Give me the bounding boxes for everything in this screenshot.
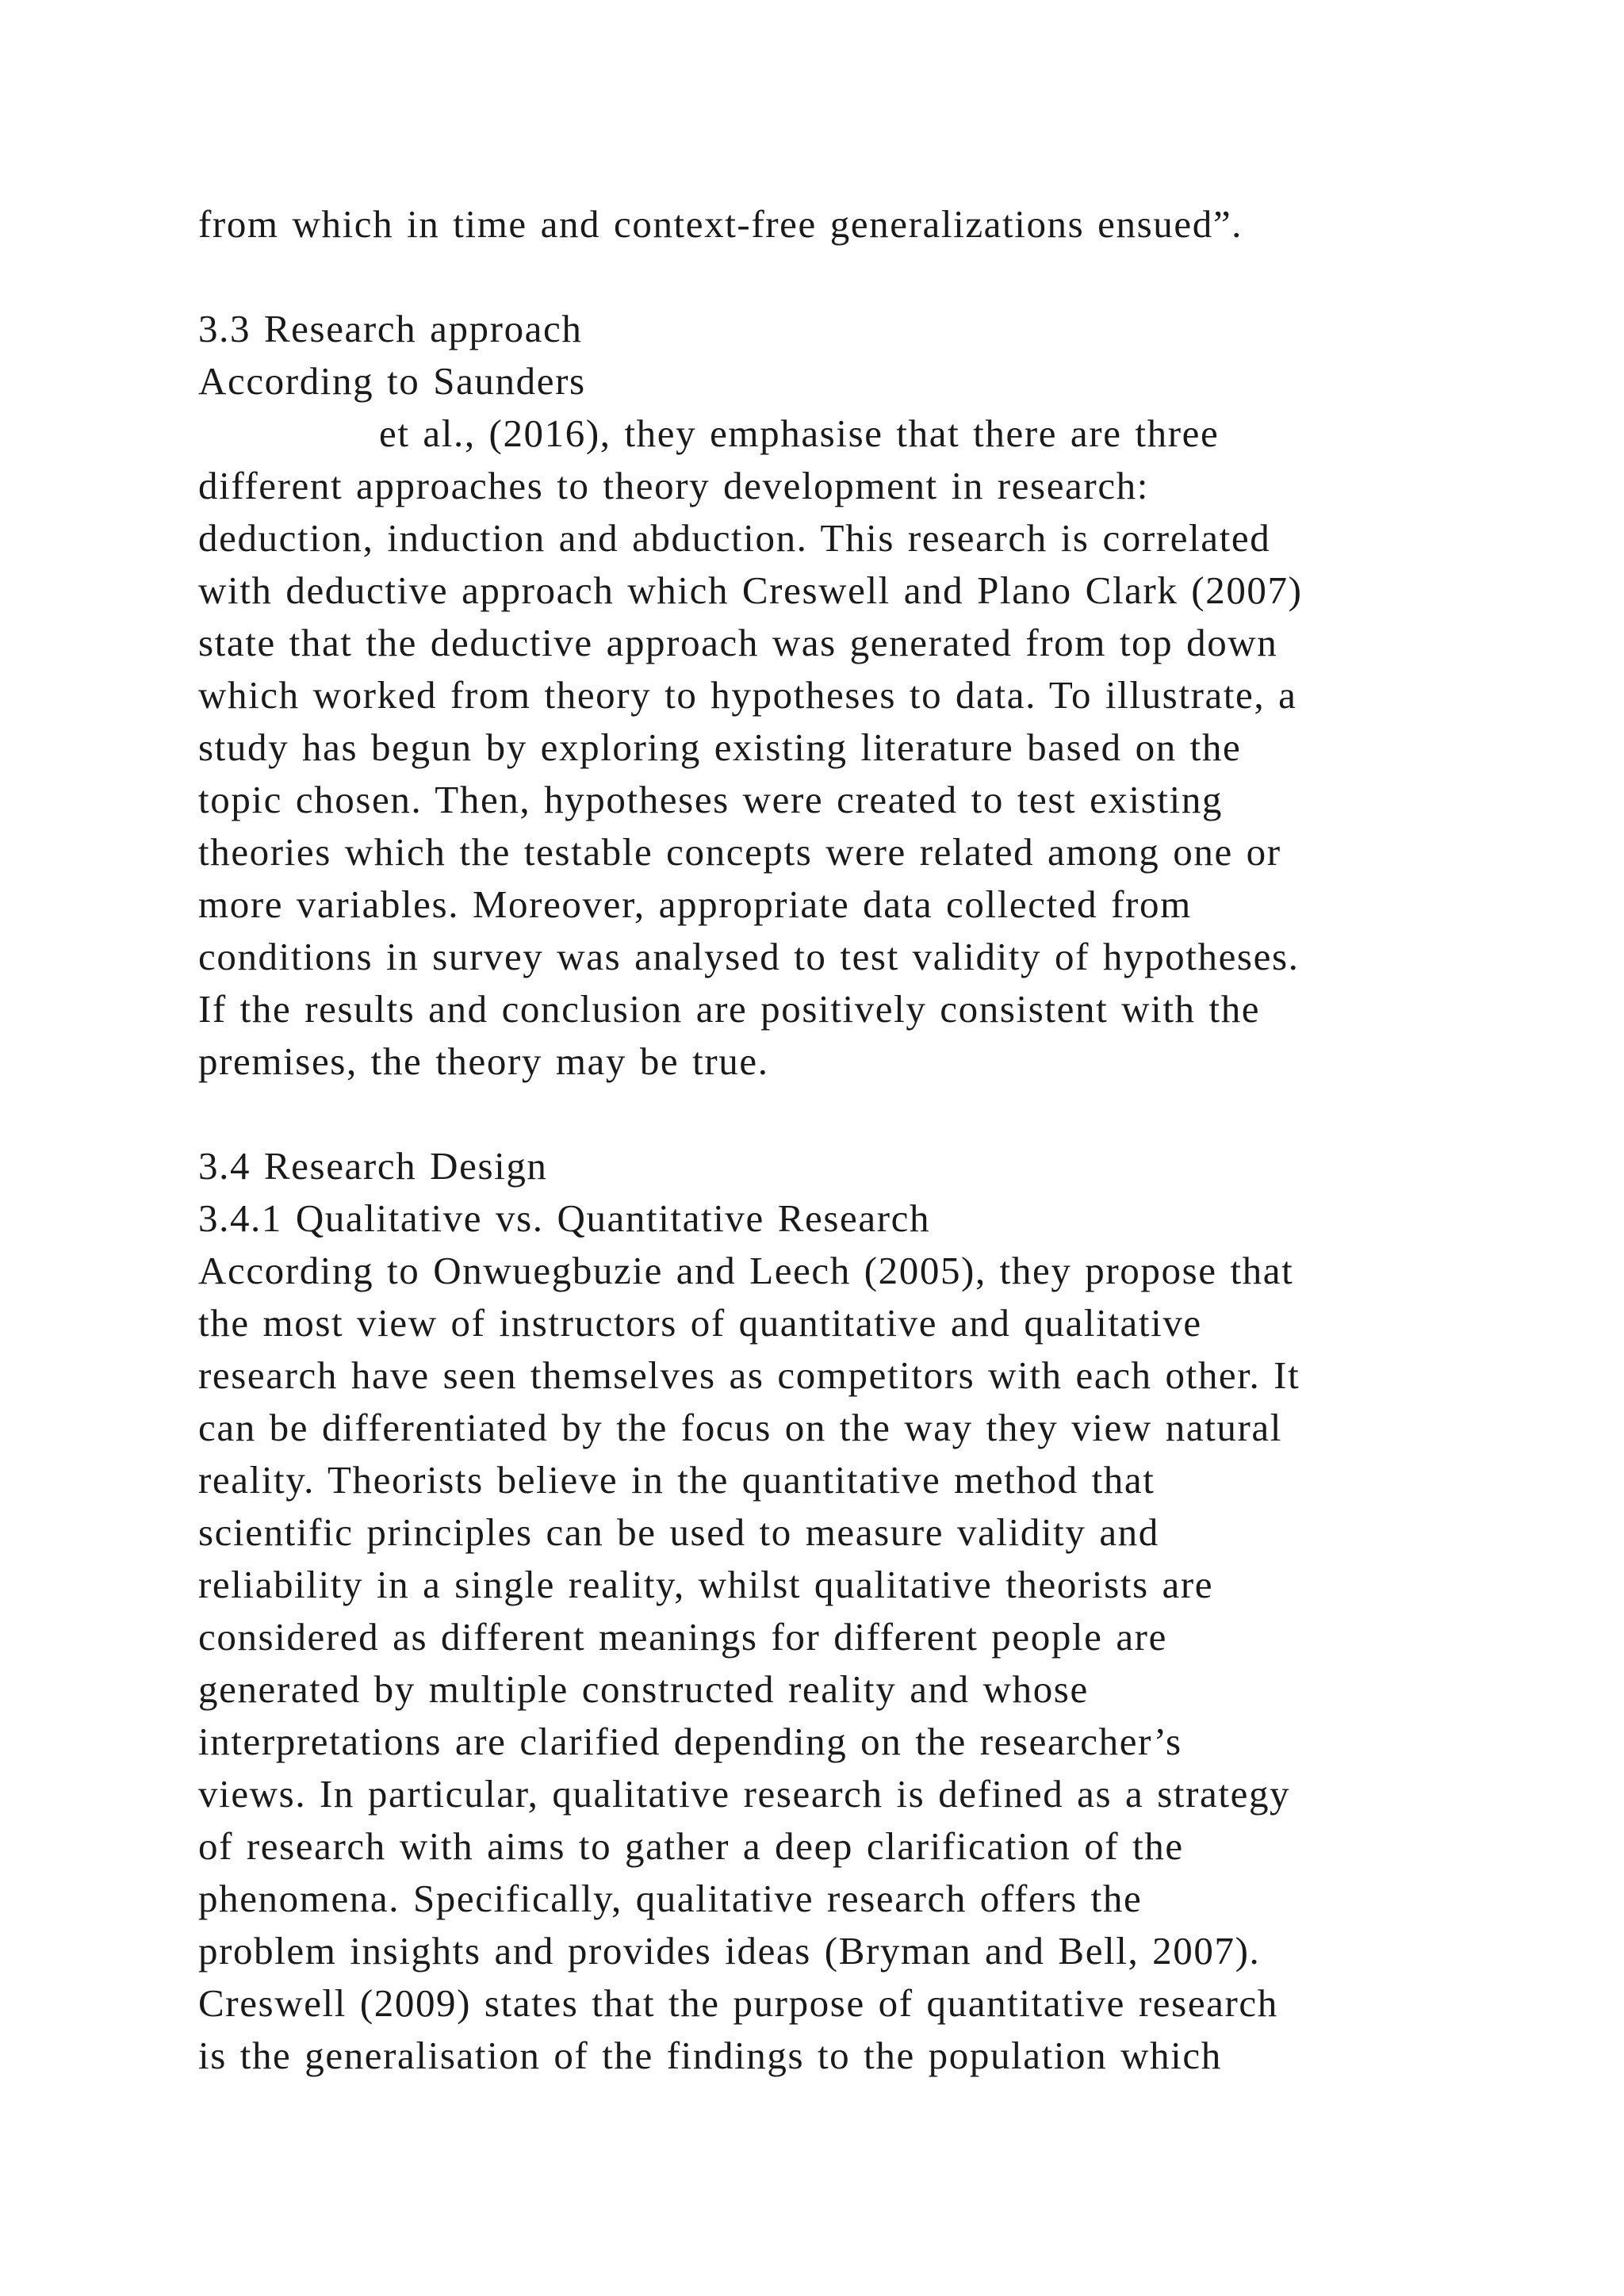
text-line: If the results and conclusion are positively consistent with the — [198, 987, 1261, 1031]
text-line: According to Onwuegbuzie and Leech (2005), they propose that — [198, 1249, 1294, 1292]
text-line: reality. Theorists believe in the quantitative method that — [198, 1458, 1155, 1502]
section-heading-3-3: 3.3 Research approach — [198, 307, 583, 350]
text-line: theories which the testable concepts were related among one or — [198, 830, 1281, 874]
text-line: views. In particular, qualitative research is defined as a strategy — [198, 1772, 1291, 1816]
text-line: is the generalisation of the findings to the population which — [198, 2034, 1222, 2077]
text-line: Creswell (2009) states that the purpose of quantitative research — [198, 1981, 1278, 2025]
text-line: phenomena. Specifically, qualitative research offers the — [198, 1877, 1143, 1920]
text-line: problem insights and provides ideas (Bryman and Bell, 2007). — [198, 1929, 1261, 1973]
text-line: of research with aims to gather a deep clarification of the — [198, 1824, 1184, 1868]
text-line: state that the deductive approach was generated from top down — [198, 621, 1278, 664]
text-line: topic chosen. Then, hypotheses were created to test existing — [198, 778, 1224, 821]
text-line: can be differentiated by the focus on the way they view natural — [198, 1406, 1282, 1449]
text-line: which worked from theory to hypotheses to data. To illustrate, a — [198, 673, 1297, 717]
text-line: study has begun by exploring existing literature based on the — [198, 725, 1242, 769]
text-line: from which in time and context-free generalizations ensued”. — [198, 202, 1243, 246]
text-line: more variables. Moreover, appropriate data collected from — [198, 882, 1192, 926]
text-line: reliability in a single reality, whilst qualitative theorists are — [198, 1563, 1214, 1606]
section-heading-3-4: 3.4 Research Design — [198, 1144, 548, 1188]
text-line: conditions in survey was analysed to test validity of hypotheses. — [198, 935, 1300, 978]
text-line: different approaches to theory development in research: — [198, 464, 1149, 507]
text-line: interpretations are clarified depending on the researcher’s — [198, 1720, 1182, 1763]
text-line: et al., (2016), they emphasise that there are three — [379, 411, 1220, 455]
text-line: considered as different meanings for different people are — [198, 1615, 1167, 1659]
text-line: with deductive approach which Creswell and Plano Clark (2007) — [198, 568, 1303, 612]
subsection-heading-3-4-1: 3.4.1 Qualitative vs. Quantitative Research — [198, 1196, 931, 1240]
text-line: scientific principles can be used to measure validity and — [198, 1510, 1159, 1554]
text-line: According to Saunders — [198, 359, 586, 403]
text-line: research have seen themselves as competitors with each other. It — [198, 1353, 1300, 1397]
text-line: generated by multiple constructed reality and whose — [198, 1667, 1089, 1711]
text-line: premises, the theory may be true. — [198, 1039, 769, 1083]
text-line: the most view of instructors of quantitative and qualitative — [198, 1301, 1202, 1345]
text-line: deduction, induction and abduction. This research is correlated — [198, 516, 1271, 560]
